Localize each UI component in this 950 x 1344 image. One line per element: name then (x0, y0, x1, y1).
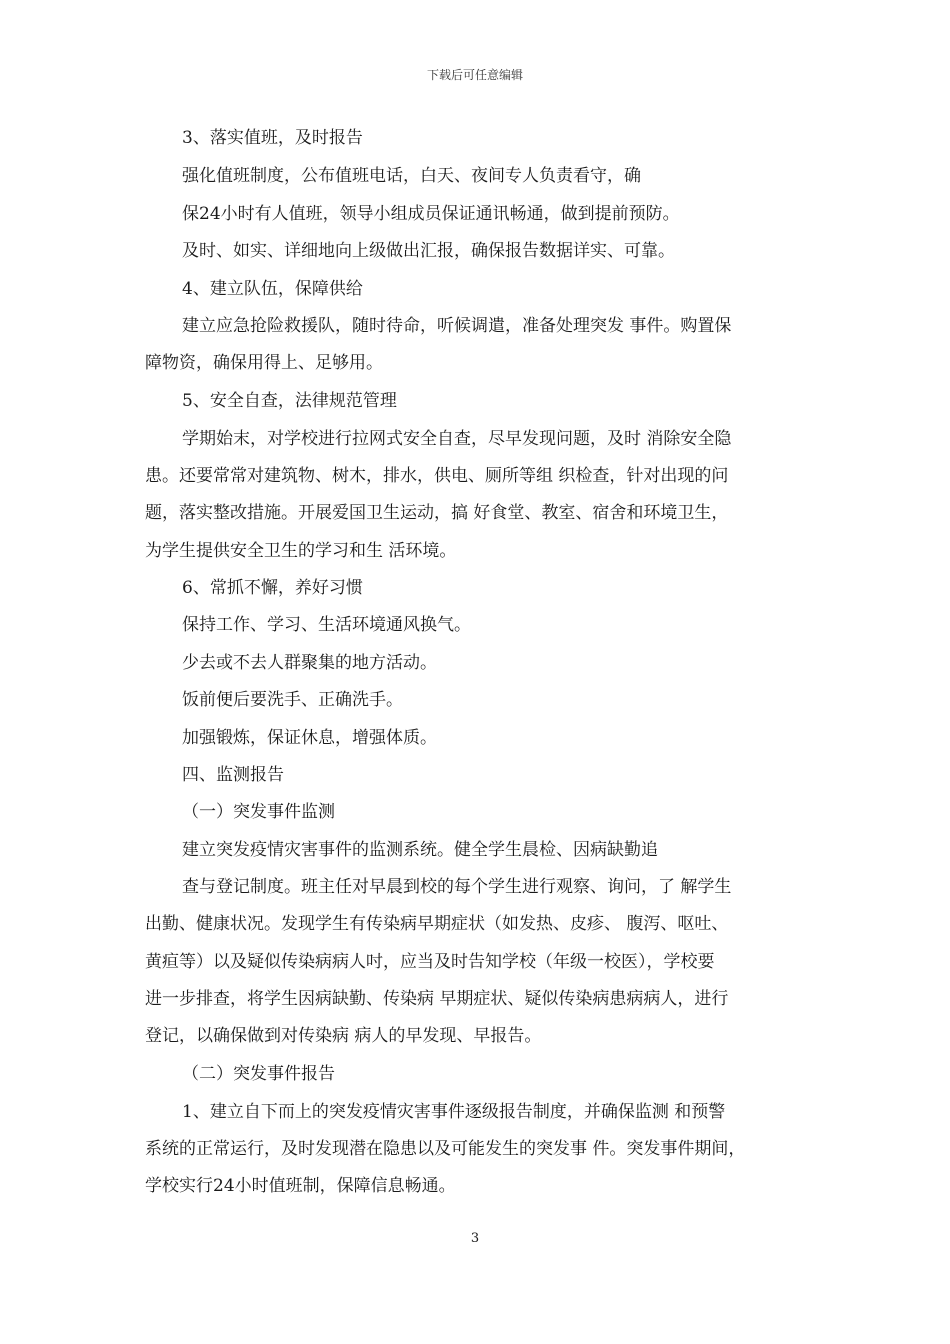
section-heading-monitoring: 四、监测报告 (182, 765, 284, 785)
paragraph-line: 建立应急抢险救援队，随时待命，听候调遣，准备处理突发 事件。购置保 (182, 316, 732, 336)
paragraph-line: 登记，以确保做到对传染病 病人的早发现、早报告。 (145, 1026, 542, 1046)
heading-duty: 3、落实值班，及时报告 (182, 128, 363, 148)
paragraph-line: 保持工作、学习、生活环境通风换气。 (182, 615, 471, 635)
paragraph-line: 进一步排查，将学生因病缺勤、传染病 早期症状、疑似传染病患病病人，进行 (145, 989, 729, 1009)
paragraph-line: 学校实行24小时值班制，保障信息畅通。 (145, 1176, 456, 1196)
paragraph-line: 1、建立自下而上的突发疫情灾害事件逐级报告制度，并确保监测 和预警 (182, 1102, 726, 1122)
paragraph-line: 为学生提供安全卫生的学习和生 活环境。 (145, 541, 457, 561)
paragraph-line: 学期始末，对学校进行拉网式安全自查，尽早发现问题，及时 消除安全隐 (182, 429, 732, 449)
paragraph-line: 饭前便后要洗手、正确洗手。 (182, 690, 403, 710)
paragraph-line: 出勤、健康状况。发现学生有传染病早期症状（如发热、皮疹、 腹泻、呕吐、 (145, 914, 729, 934)
heading-self-check: 5、安全自查，法律规范管理 (182, 391, 397, 411)
paragraph-line: 障物资，确保用得上、足够用。 (145, 353, 383, 373)
paragraph-line: 及时、如实、详细地向上级做出汇报，确保报告数据详实、可靠。 (182, 241, 675, 261)
page-number: 3 (470, 1231, 480, 1246)
paragraph-line: 少去或不去人群聚集的地方活动。 (182, 653, 437, 673)
paragraph-line: 查与登记制度。班主任对早晨到校的每个学生进行观察、询问，了 解学生 (182, 877, 732, 897)
subsection-heading-report: （二）突发事件报告 (182, 1064, 335, 1084)
heading-habits: 6、常抓不懈，养好习惯 (182, 578, 363, 598)
paragraph-line: 保24小时有人值班，领导小组成员保证通讯畅通，做到提前预防。 (182, 204, 680, 224)
subsection-heading-monitoring: （一）突发事件监测 (182, 802, 335, 822)
paragraph-line: 题，落实整改措施。开展爱国卫生运动，搞 好食堂、教室、宿舍和环境卫生， (145, 503, 729, 523)
paragraph-line: 加强锻炼，保证休息，增强体质。 (182, 728, 437, 748)
paragraph-line: 系统的正常运行，及时发现潜在隐患以及可能发生的突发事 件。突发事件期间， (145, 1139, 746, 1159)
paragraph-line: 黄疸等）以及疑似传染病病人吋，应当及时告知学校（年级一校医），学校要 (145, 952, 715, 972)
page-header: 下载后可任意编辑 (426, 68, 523, 82)
paragraph-line: 患。还要常常对建筑物、树木，排水，供电、厕所等组 织检查，针对出现的问 (145, 466, 729, 486)
paragraph-line: 建立突发疫情灾害事件的监测系统。健全学生晨检、因病缺勤追 (182, 840, 658, 860)
paragraph-line: 强化值班制度，公布值班电话，白天、夜间专人负责看守，确 (182, 166, 641, 186)
heading-team: 4、建立队伍，保障供给 (182, 279, 363, 299)
